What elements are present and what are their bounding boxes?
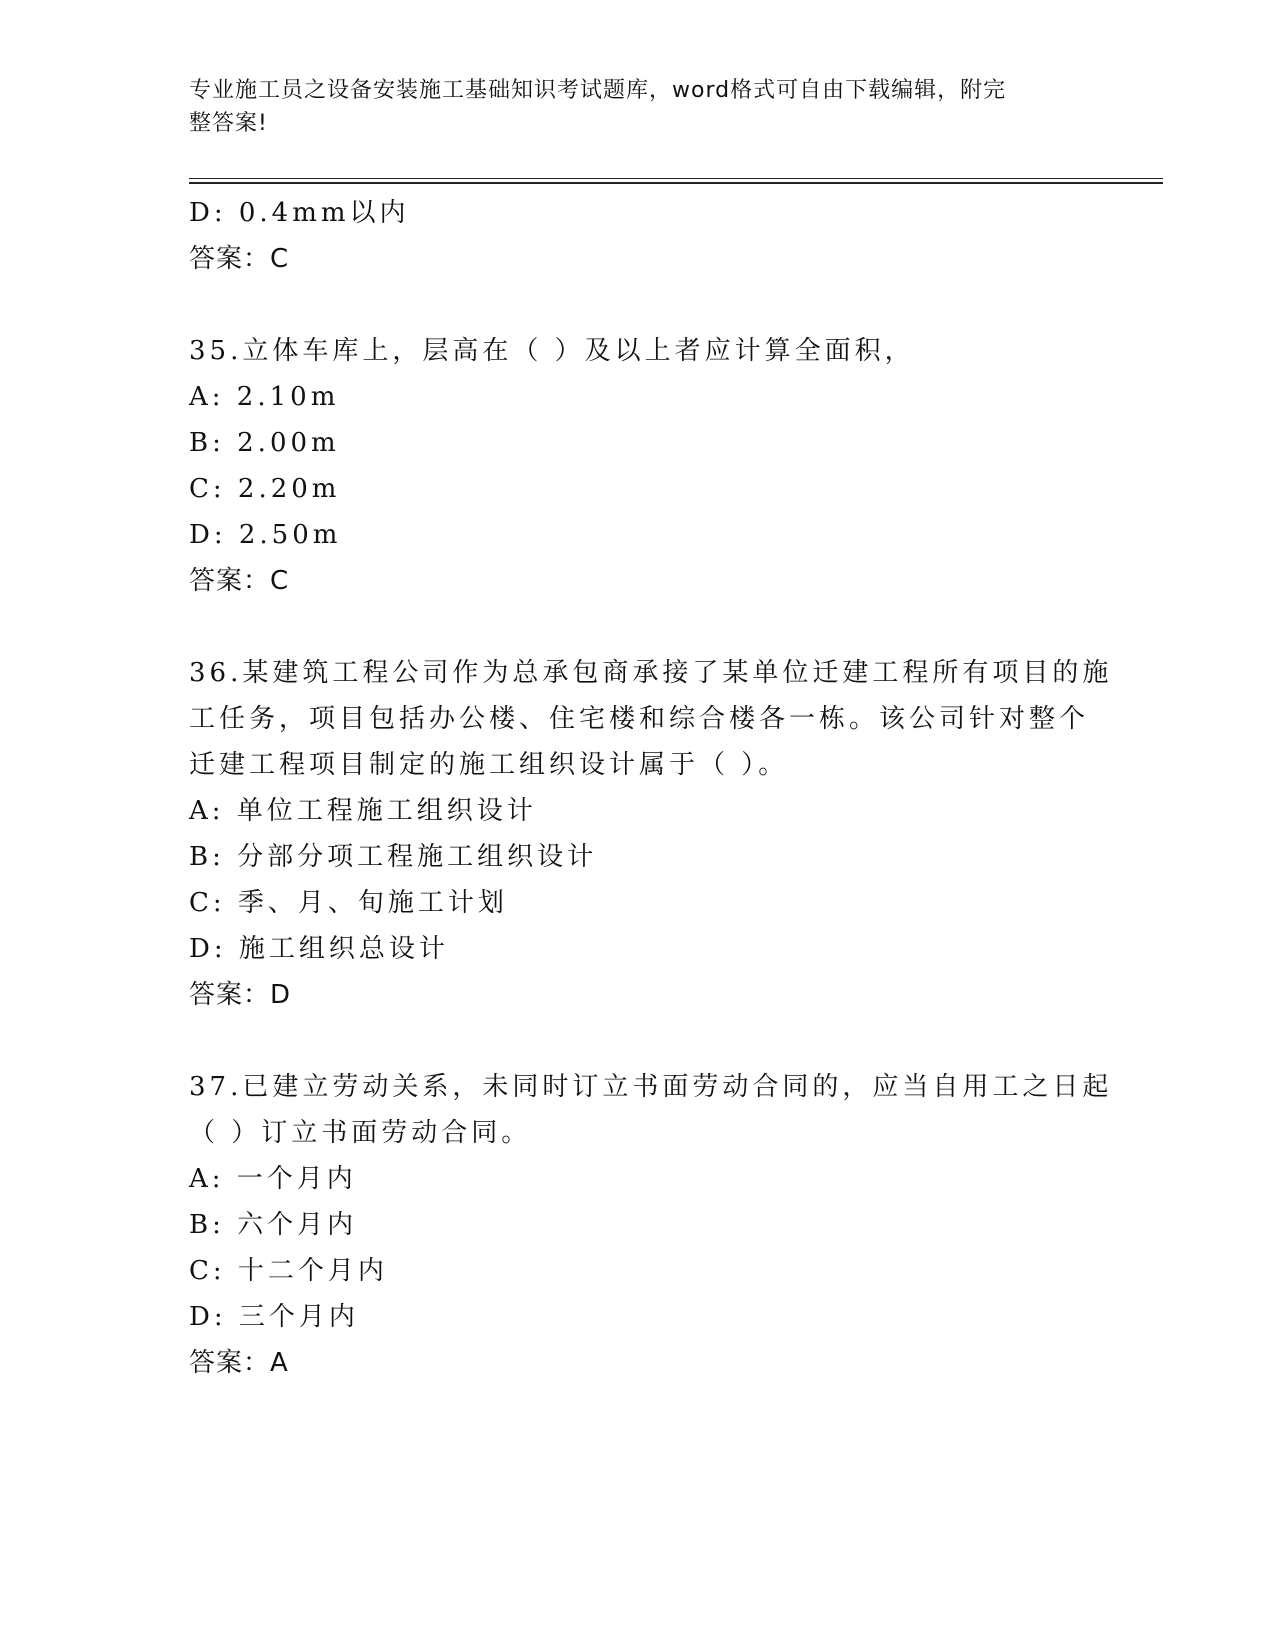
answer: 答案：C (189, 244, 290, 274)
option-c: C: 十二个月内 (189, 1256, 388, 1286)
header-line-1: 专业施工员之设备安装施工基础知识考试题库，word格式可自由下载编辑，附完 (189, 78, 1007, 103)
question-text: 35.立体车库上，层高在（ ）及以上者应计算全面积， (189, 336, 915, 366)
option-d: D: 施工组织总设计 (189, 934, 449, 964)
option-c: C: 季、月、旬施工计划 (189, 888, 508, 918)
option-b: B: 分部分项工程施工组织设计 (189, 842, 598, 872)
header-divider-thick (189, 182, 1163, 184)
option-c: C: 2.20m (189, 474, 341, 504)
question-text: 37.已建立劳动关系，未同时订立书面劳动合同的，应当自用工之日起 (189, 1072, 1113, 1102)
previous-question-tail (189, 190, 1089, 282)
answer: 答案：D (189, 980, 292, 1010)
option-d: D: 2.50m (189, 520, 342, 550)
question-36 (189, 650, 1113, 1018)
answer: 答案：C (189, 566, 290, 596)
answer: 答案：A (189, 1348, 289, 1378)
question-text: 迁建工程项目制定的施工组织设计属于（ ）。 (189, 750, 789, 780)
option-b: B: 2.00m (189, 428, 340, 458)
header-line-2: 整答案! (189, 111, 268, 136)
option-b: B: 六个月内 (189, 1210, 358, 1240)
question-37 (189, 1064, 1113, 1386)
document-header (189, 74, 1089, 140)
question-text: 工任务，项目包括办公楼、住宅楼和综合楼各一栋。该公司针对整个 (189, 704, 1090, 734)
header-divider-thin (189, 178, 1163, 179)
option-a: A: 单位工程施工组织设计 (189, 796, 537, 826)
option-d: D: 三个月内 (189, 1302, 359, 1332)
option-d: D: 0.4mm以内 (189, 198, 410, 228)
question-35 (189, 328, 1089, 604)
question-text: 36.某建筑工程公司作为总承包商承接了某单位迁建工程所有项目的施 (189, 658, 1113, 688)
option-a: A: 一个月内 (189, 1164, 357, 1194)
document-body (189, 190, 1113, 1386)
question-text: （ ）订立书面劳动合同。 (189, 1118, 532, 1148)
option-a: A: 2.10m (189, 382, 340, 412)
